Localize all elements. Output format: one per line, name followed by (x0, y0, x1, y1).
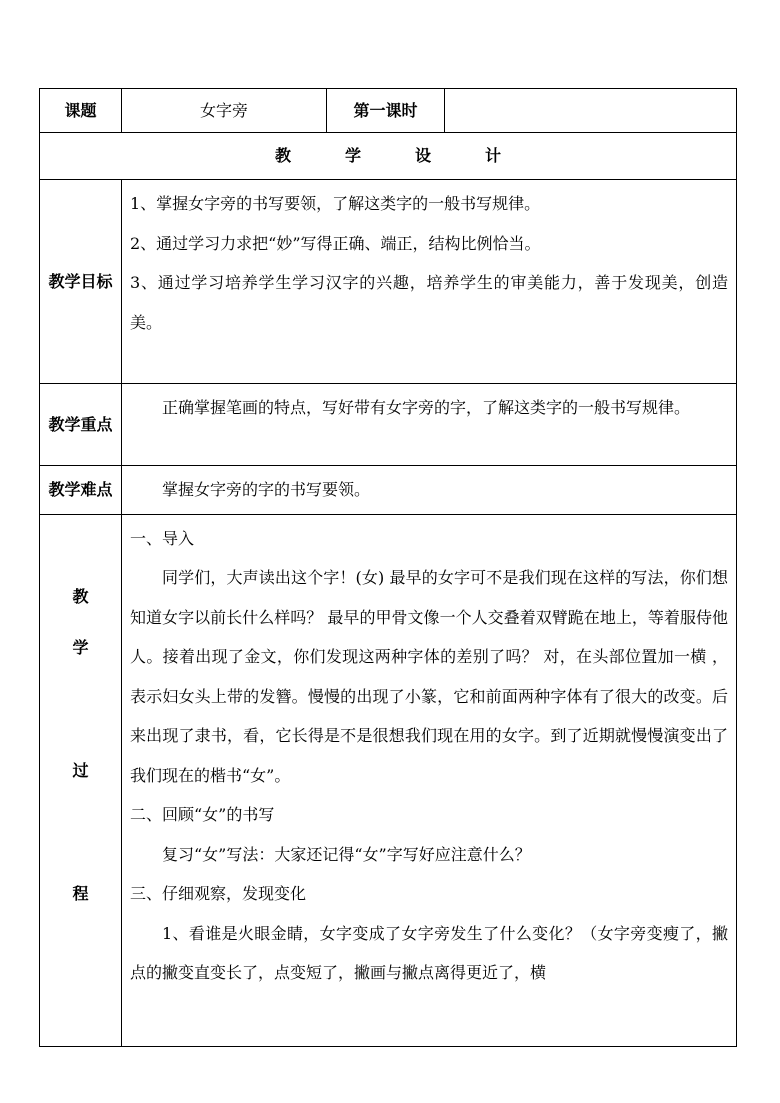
process-paragraph: 同学们，大声读出这个字！(女) 最早的女字可不是我们现在这样的写法，你们想知道女字以前长什么样吗？ 最早的甲骨文像一个人交叠着双臂跪在地上，等着服侍他人。接着出现了金文，你们发现这两种字体的差别了吗？ 对，在头部位置加一横 ，表示妇女头上带的发簪。慢慢的出现了小篆，它和前面两种字体有了很大的改变。后来出现了隶书，看，它长得是不是很想我们现在用的女字。到了近期就慢慢演变出了我们现在的楷书“女”。 (130, 568, 728, 785)
key-points-label: 教学重点 (40, 384, 122, 466)
design-title-char: 计 (484, 146, 501, 165)
process-label-char: 学 (72, 637, 89, 657)
objective-line: 2、通过学习力求把“妙”写得正确、端正，结构比例恰当。 (130, 233, 541, 253)
key-points-text: 正确掌握笔画的特点，写好带有女字旁的字，了解这类字的一般书写规律。 (162, 398, 691, 417)
design-title-char: 学 (344, 146, 361, 165)
design-title-char: 设 (414, 146, 431, 165)
process-heading: 二、回顾“女”的书写 (130, 805, 275, 824)
objective-line: 1、掌握女字旁的书写要领，了解这类字的一般书写规律。 (130, 194, 541, 213)
difficulties-content (122, 466, 737, 515)
design-title-char: 教 (274, 146, 291, 165)
process-label-char: 教 (72, 586, 89, 606)
process-label-char: 过 (72, 760, 89, 780)
process-heading: 三、仔细观察，发现变化 (130, 884, 307, 903)
process-content (122, 514, 737, 1046)
header-row (40, 89, 737, 133)
difficulties-text: 掌握女字旁的字的书写要领。 (162, 480, 371, 499)
session-label: 第一课时 (327, 89, 445, 133)
process-paragraph: 1、看谁是火眼金睛，女字变成了女字旁发生了什么变化？（女字旁变瘦了，撇点的撇变直变长了，点变短了，撇画与撇点离得更近了，横 (130, 923, 728, 982)
session-value (445, 89, 737, 133)
process-heading: 一、导入 (130, 528, 195, 548)
objective-line: 3、通过学习培养学生学习汉字的兴趣，培养学生的审美能力，善于发现美，创造美。 (130, 273, 728, 332)
process-label (40, 514, 122, 1046)
topic-value: 女字旁 (122, 89, 327, 133)
key-points-content (122, 384, 737, 466)
design-title (40, 133, 737, 180)
objectives-label: 教学目标 (40, 180, 122, 384)
design-title-row (40, 133, 737, 180)
key-points-row (40, 384, 737, 466)
process-label-char: 程 (72, 883, 89, 903)
difficulties-row (40, 466, 737, 515)
process-row (40, 514, 737, 1046)
objectives-content (122, 180, 737, 384)
objectives-row (40, 180, 737, 384)
difficulties-label: 教学难点 (40, 466, 122, 515)
lesson-plan-table (39, 88, 737, 1047)
process-paragraph: 复习“女”写法：大家还记得“女”字写好应注意什么？ (162, 844, 531, 864)
topic-label: 课题 (40, 89, 122, 133)
